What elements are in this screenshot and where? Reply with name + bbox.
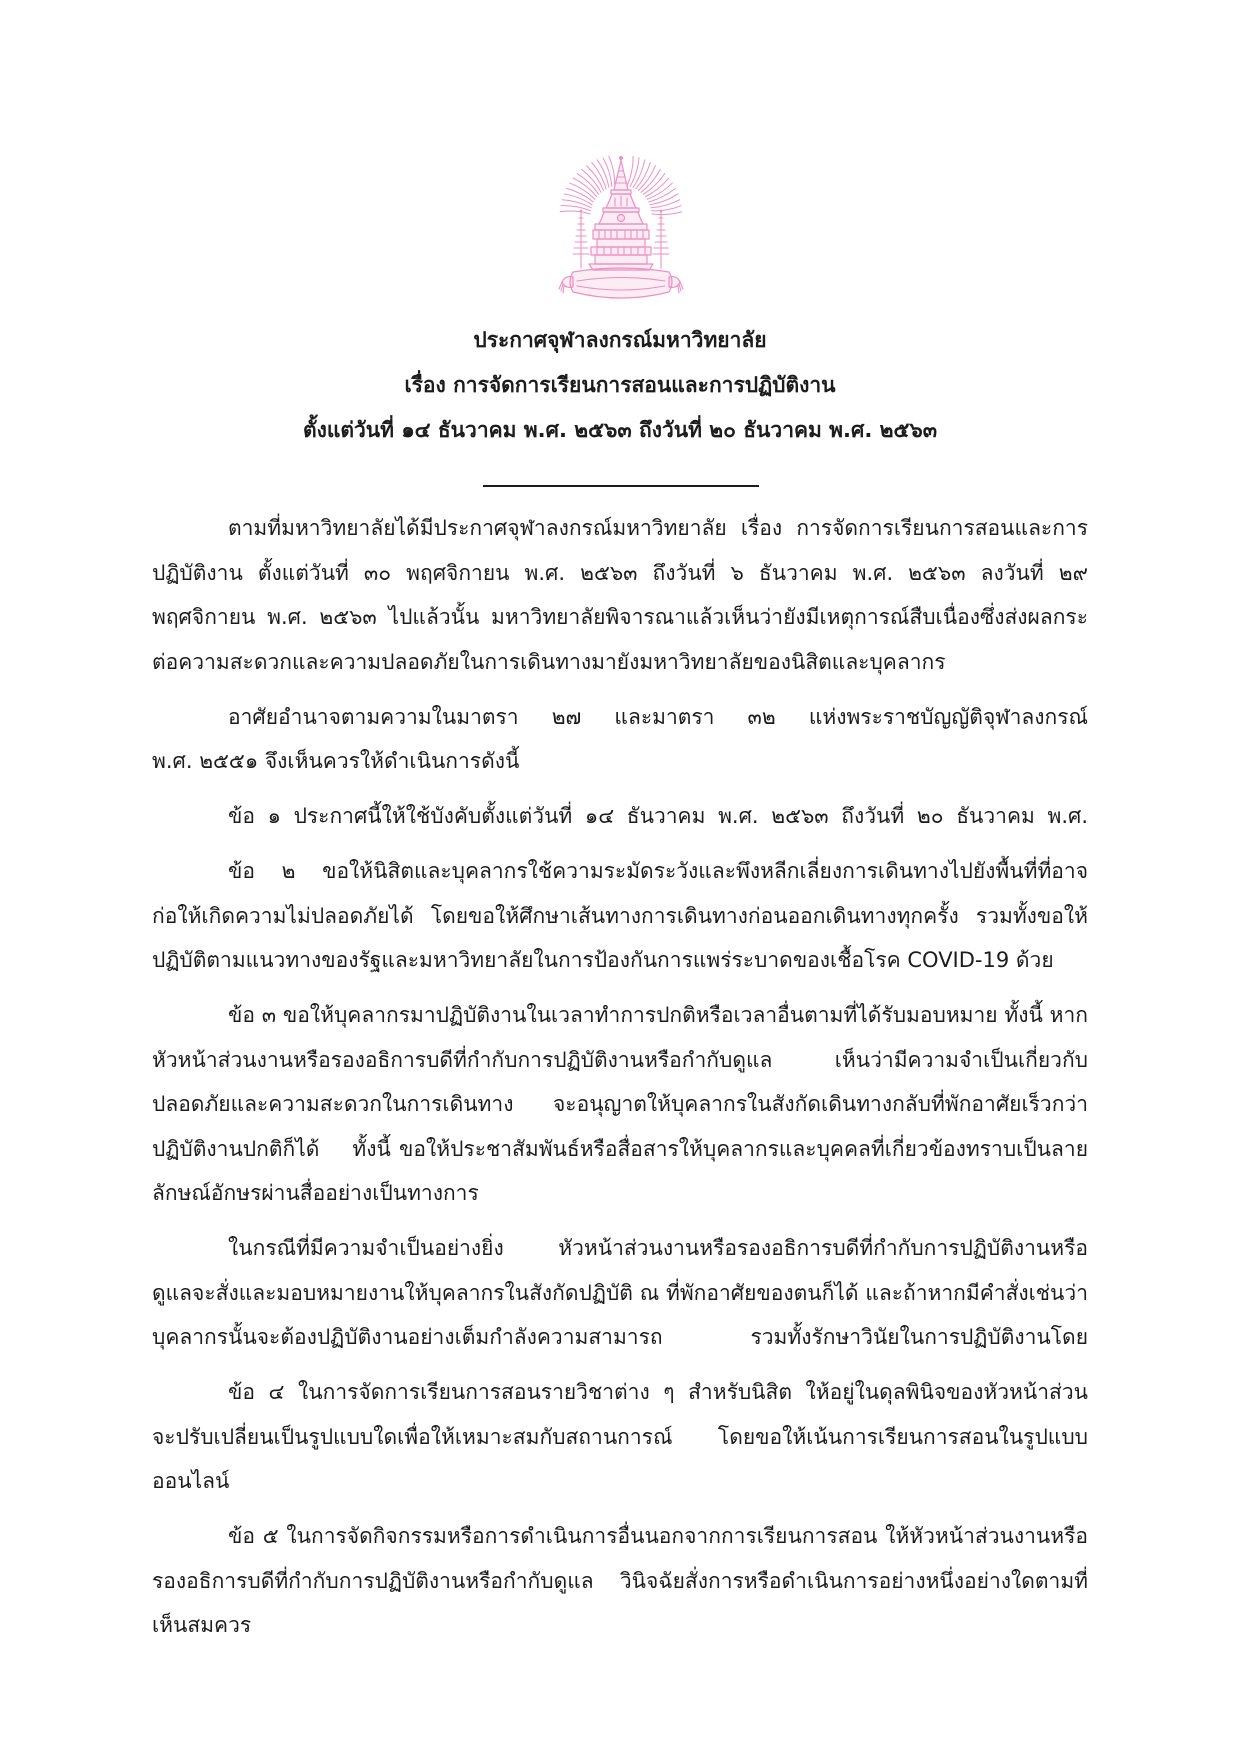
paragraph-line: ต่อความสะดวกและความปลอดภัยในการเดินทางมายังมหาวิทยาลัยของนิสิตและบุคลากร (152, 649, 946, 674)
announcement-issuer: ประกาศจุฬาลงกรณ์มหาวิทยาลัย (473, 328, 767, 352)
emblem-ray (592, 162, 606, 188)
clause-4-paragraph (152, 1370, 1088, 1504)
emblem-ray (652, 212, 682, 215)
paragraph-line: ข้อ ๕ ในการจัดกิจกรรมหรือการดำเนินการอื่นนอกจากการเรียนการสอน ให้หัวหน้าส่วนงานหรือ (228, 1524, 1088, 1548)
emblem-ray (649, 188, 676, 202)
authority-paragraph (152, 695, 1088, 784)
title-divider (483, 485, 759, 487)
emblem-crown (599, 190, 643, 224)
announcement-period: ตั้งแต่วันที่ ๑๔ ธันวาคม พ.ศ. ๒๕๖๓ ถึงวันที่ ๒๐ ธันวาคม พ.ศ. ๒๕๖๓ (302, 418, 938, 442)
paragraph-line: ข้อ ๑ ประกาศนี้ให้ใช้บังคับตั้งแต่วันที่ ๑๔ ธันวาคม พ.ศ. ๒๕๖๓ ถึงวันที่ ๒๐ ธันวาคม พ.ศ. (228, 804, 1088, 828)
paragraph-line: ในกรณีที่มีความจำเป็นอย่างยิ่ง หัวหน้าส่วนงานหรือรองอธิการบดีที่กำกับการปฏิบัติงานหรือ (228, 1236, 1088, 1260)
clause-3-exception-paragraph (152, 1226, 1088, 1360)
emblem-ray (561, 206, 591, 211)
emblem-ray (564, 194, 592, 205)
clause-3-paragraph (152, 993, 1088, 1216)
emblem-ray (627, 156, 633, 185)
paragraph-line: หัวหน้าส่วนงานหรือรองอธิการบดีที่กำกับการปฏิบัติงานหรือกำกับดูแล เห็นว่ามีความจำเป็นเกี่ยวกับ (152, 1047, 1088, 1072)
paragraph-line: ปฏิบัติงานปกติก็ได้ ทั้งนี้ ขอให้ประชาสัมพันธ์หรือสื่อสารให้บุคลากรและบุคคลที่เกี่ยวข้องทราบเป็นลาย (152, 1136, 1088, 1161)
paragraph-line: ดูแลจะสั่งและมอบหมายงานให้บุคลากรในสังกัดปฏิบัติ ณ ที่พักอาศัยของตนก็ได้ และถ้าหากมีคำสั่งเช่นว่า (152, 1280, 1088, 1305)
paragraph-line: จะปรับเปลี่ยนเป็นรูปแบบใดเพื่อให้เหมาะสมกับสถานการณ์ โดยขอให้เน้นการเรียนการสอนในรูปแบบ (152, 1424, 1088, 1449)
announcement-title (152, 318, 1088, 453)
paragraph-line: บุคลากรนั้นจะต้องปฏิบัติงานอย่างเต็มกำลังความสามารถ รวมทั้งรักษาวินัยในการปฏิบัติงานโดย (152, 1325, 1088, 1349)
paragraph-line: เห็นสมควร (152, 1613, 252, 1637)
paragraph-line: พ.ศ. ๒๕๕๑ จึงเห็นควรให้ดำเนินการดังนี้ (152, 749, 520, 773)
emblem-base (589, 224, 653, 270)
paragraph-line: รองอธิการบดีที่กำกับการปฏิบัติงานหรือกำกับดูแล วินิจฉัยสั่งการหรือดำเนินการอย่างหนึ่งอย่างใดตามที่ (152, 1568, 1088, 1593)
emblem-ray (609, 156, 615, 185)
paragraph-line: พฤศจิกายน พ.ศ. ๒๕๖๓ ไปแล้วนั้น มหาวิทยาลัยพิจารณาแล้วเห็นว่ายังมีเหตุการณ์สืบเนื่องซึ่งส่งผลกระ (152, 605, 1088, 629)
paragraph-line: ข้อ ๔ ในการจัดการเรียนการสอนรายวิชาต่าง ๆ สำหรับนิสิต ให้อยู่ในดุลพินิจของหัวหน้าส่วน (228, 1380, 1088, 1404)
paragraph-line: ปฏิบัติงาน ตั้งแต่วันที่ ๓๐ พฤศจิกายน พ.ศ. ๒๕๖๓ ถึงวันที่ ๖ ธันวาคม พ.ศ. ๒๕๖๓ ลงวันที่ ๒๙ (152, 560, 1088, 585)
clause-5-paragraph (152, 1514, 1088, 1648)
paragraph-line: ก่อให้เกิดความไม่ปลอดภัยได้ โดยขอให้ศึกษาเส้นทางการเดินทางก่อนออกเดินทางทุกครั้ง รวมทั้งขอให้ (152, 903, 1088, 928)
emblem-ray (633, 160, 645, 188)
emblem-ray (582, 169, 601, 192)
emblem-spire (614, 156, 628, 190)
announcement-subject: เรื่อง การจัดการเรียนการสอนและการปฏิบัติงาน (404, 373, 836, 397)
preamble-paragraph (152, 506, 1088, 684)
paragraph-line: ข้อ ๒ ขอให้นิสิตและบุคลากรใช้ความระมัดระวังและพึงหลีกเลี่ยงการเดินทางไปยังพื้นที่ที่อาจ (228, 859, 1088, 883)
emblem-ray (587, 166, 604, 191)
emblem-ray (597, 160, 609, 188)
emblem-cushion (570, 268, 672, 298)
emblem-left-parasol (573, 210, 589, 268)
paragraph-line: ปลอดภัยและความสะดวกในการเดินทาง จะอนุญาตให้บุคลากรในสังกัดเดินทางกลับที่พักอาศัยเร็วกว่า (152, 1092, 1088, 1116)
paragraph-line: ปฏิบัติตามแนวทางของรัฐและมหาวิทยาลัยในการป้องกันการแพร่ระบาดของเชื้อโรค COVID-19 ด้วย (152, 948, 1054, 972)
paragraph-line: ตามที่มหาวิทยาลัยได้มีประกาศจุฬาลงกรณ์มหาวิทยาลัย เรื่อง การจัดการเรียนการสอนและการ (228, 516, 1088, 540)
clause-1-paragraph (152, 794, 1088, 839)
chulalongkorn-university-emblem-icon (557, 152, 685, 322)
paragraph-line: ออนไลน์ (152, 1469, 230, 1493)
announcement-body (152, 506, 1088, 1658)
emblem-right-parasol (653, 210, 669, 268)
paragraph-line: ลักษณ์อักษรผ่านสื่ออย่างเป็นทางการ (152, 1181, 479, 1205)
emblem-ray (652, 206, 682, 211)
paragraph-line: ข้อ ๓ ขอให้บุคลากรมาปฏิบัติงานในเวลาทำการปกติหรือเวลาอื่นตามที่ได้รับมอบหมาย ทั้งนี้ หาก (228, 1003, 1088, 1027)
paragraph-line: อาศัยอำนาจตามความในมาตรา ๒๗ และมาตรา ๓๒ แห่งพระราชบัญญัติจุฬาลงกรณ์ (228, 704, 1088, 729)
emblem-ray (645, 178, 669, 197)
clause-2-paragraph (152, 849, 1088, 983)
emblem-ray (560, 211, 590, 214)
emblem-ray (647, 183, 672, 199)
